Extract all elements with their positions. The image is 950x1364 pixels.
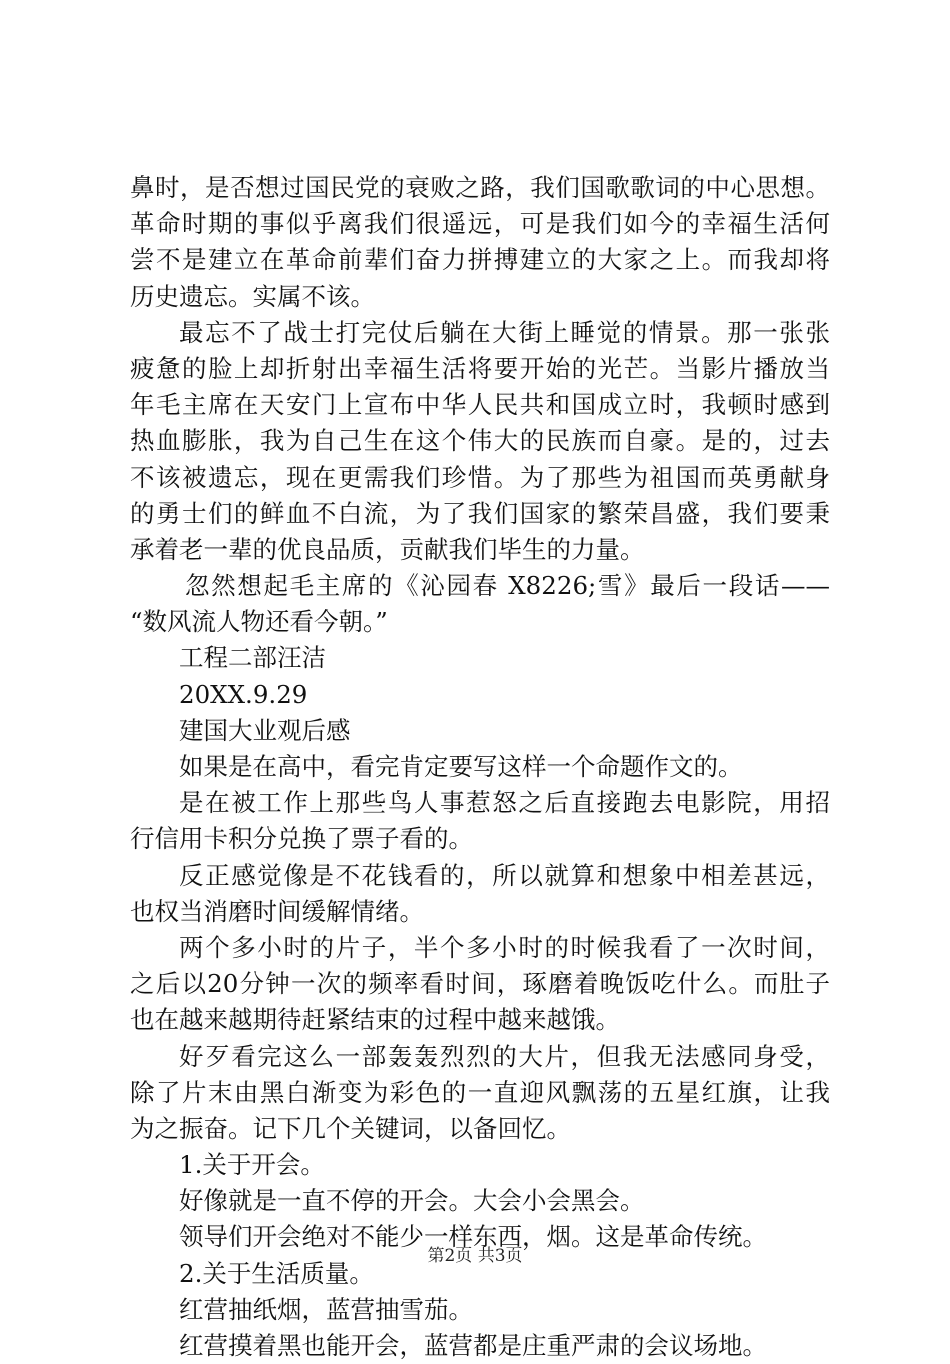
paragraph-start-line: 好歹看完这么一部轰轰烈烈的大片，但我无法感同身受，	[179, 1041, 830, 1071]
text-line: 之后以20分钟一次的频率看时间，琢磨着晚饭吃什么。而肚子	[130, 969, 830, 999]
text-line: 鼻时，是否想过国民党的衰败之路，我们国歌歌词的中心思想。	[130, 173, 830, 202]
paragraph-start-line: 反正感觉像是不花钱看的，所以就算和想象中相差甚远，	[179, 860, 830, 890]
paragraph-start-line: 忽然想起毛主席的《沁园春 X8226;雪》最后一段话——	[185, 571, 830, 601]
paragraph-start-line: 是在被工作上那些鸟人事惹怒之后直接跑去电影院，用招	[179, 788, 830, 818]
list-item-text: 好像就是一直不停的开会。大会小会黑会。	[179, 1186, 645, 1216]
paragraph-start-line: 两个多小时的片子，半个多小时的时候我看了一次时间，	[179, 932, 830, 962]
text-line: 热血膨胀，我为自己生在这个伟大的民族而自豪。是的，过去	[130, 426, 830, 456]
text-line: 不该被遗忘，现在更需我们珍惜。为了那些为祖国而英勇献身	[130, 462, 830, 492]
page-number-footer: 第2页 共3页	[427, 1246, 523, 1266]
text-line: 行信用卡积分兑换了票子看的。	[130, 824, 473, 854]
paragraph-start-line: 如果是在高中，看完肯定要写这样一个命题作文的。	[179, 752, 743, 781]
text-line: 革命时期的事似乎离我们很遥远，可是我们如今的幸福生活何	[130, 209, 830, 239]
text-line: 的勇士们的鲜血不白流，为了我们国家的繁荣昌盛，我们要秉	[130, 498, 830, 528]
document-body	[130, 170, 830, 1364]
signature-name: 工程二部汪洁	[179, 643, 326, 673]
text-line: 疲惫的脸上却折射出幸福生活将要开始的光芒。当影片播放当	[130, 353, 830, 383]
signature-date: 20XX.9.29	[179, 679, 308, 709]
text-line: 尝不是建立在革命前辈们奋力拼搏建立的大家之上。而我却将	[130, 245, 830, 275]
list-heading: 1.关于开会。	[179, 1150, 325, 1180]
text-line: 除了片末由黑白渐变为彩色的一直迎风飘荡的五星红旗，让我	[130, 1077, 830, 1107]
text-line: 年毛主席在天安门上宣布中华人民共和国成立时，我顿时感到	[130, 390, 830, 420]
text-line: 也在越来越期待赶紧结束的过程中越来越饿。	[130, 1005, 620, 1035]
paragraph-start-line: 最忘不了战士打完仗后躺在大街上睡觉的情景。那一张张	[179, 317, 830, 347]
list-heading: 2.关于生活质量。	[179, 1258, 374, 1288]
list-item-text: 领导们开会绝对不能少一样东西，烟。这是革命传统。	[179, 1222, 767, 1252]
section-title: 建国大业观后感	[179, 715, 351, 745]
text-line: 历史遗忘。实属不该。	[130, 281, 375, 311]
list-item-text: 红营抽纸烟，蓝营抽雪茄。	[179, 1294, 473, 1324]
text-line: “数风流人物还看今朝。”	[130, 607, 388, 637]
text-line: 承着老一辈的优良品质，贡献我们毕生的力量。	[130, 534, 645, 564]
text-line: 为之振奋。记下几个关键词，以备回忆。	[130, 1113, 571, 1143]
list-item-text: 红营摸着黑也能开会，蓝营都是庄重严肃的会议场地。	[179, 1331, 767, 1360]
text-line: 也权当消磨时间缓解情绪。	[130, 896, 424, 926]
